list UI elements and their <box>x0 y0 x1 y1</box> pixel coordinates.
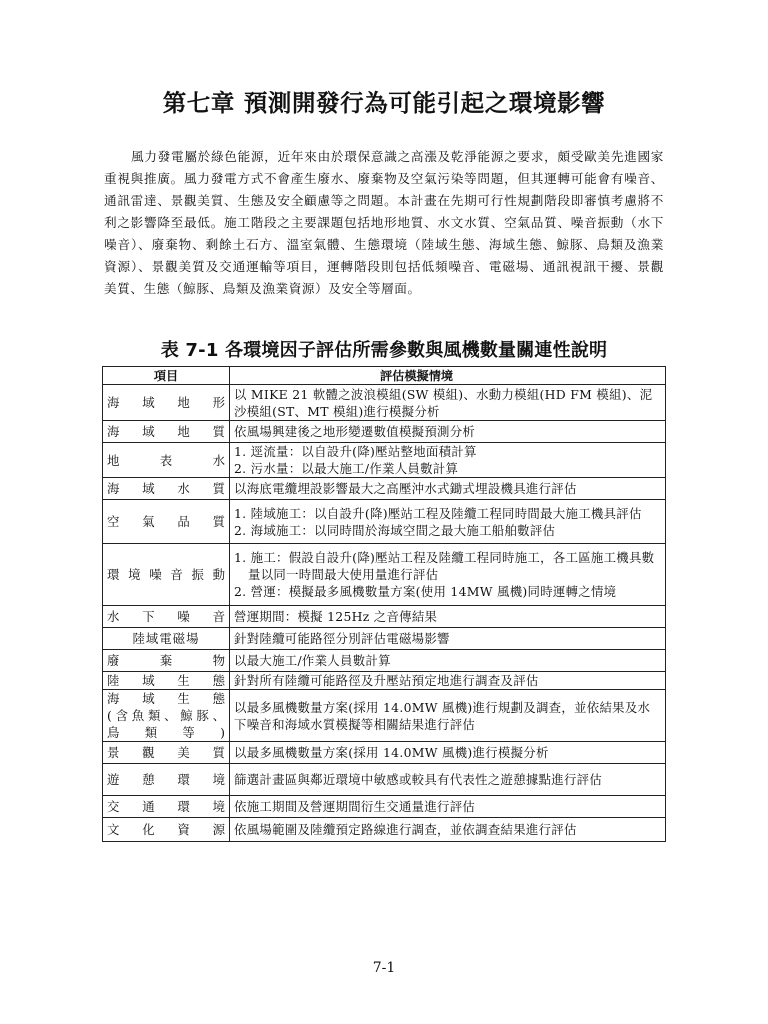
row-item: 景觀美質 <box>103 742 230 764</box>
row-item: 環境噪音振動 <box>103 544 230 606</box>
row-item: 文化資源 <box>103 818 230 842</box>
row-description-line: 1. 陸域施工：以自設升(降)壓站工程及陸纜工程同時間最大施工機具評估 <box>234 505 642 521</box>
row-item: 廢棄物 <box>103 650 230 672</box>
row-description-line: 2. 海域施工：以同時間於海域空間之最大施工船舶數評估 <box>234 522 556 538</box>
row-description-line: 2. 污水量：以最大施工/作業人員數計算 <box>234 461 459 476</box>
row-item: 陸域生態 <box>103 672 230 690</box>
row-item: 海域地質 <box>103 421 230 443</box>
table-row <box>103 443 666 478</box>
row-item: 空氣品質 <box>103 500 230 544</box>
header-scenario: 評估模擬情境 <box>230 367 666 385</box>
row-description <box>230 764 666 796</box>
row-item <box>103 690 230 742</box>
row-description <box>230 818 666 842</box>
row-description-line: 以最大施工/作業人員數計算 <box>234 653 391 668</box>
row-description-line: 以最多風機數量方案(採用 14.0MW 風機)進行模擬分析 <box>234 745 549 760</box>
header-item: 項目 <box>103 367 230 385</box>
row-item-line: (含魚類、鯨豚、 <box>107 708 225 723</box>
intro-paragraph: 風力發電屬於綠色能源，近年來由於環保意識之高漲及乾淨能源之要求，頗受歐美先進國家重視與推廣。風力發電方式不會產生廢水、廢棄物及空氣污染等問題，但其運轉可能會有噪音、通訊雷達、景觀美質、生態及安全顧慮等之問題。本計畫在先期可行性規劃階段即審慎考慮將不利之影響降至最低。施工階段之主要課題包括地形地質、水文水質、空氣品質、噪音振動（水下噪音）、廢棄物、剩餘土石方、溫室氣體、生態環境（陸域生態、海域生態、鯨豚、鳥類及漁業資源）、景觀美質及交通運輸等項目，運轉階段則包括低頻噪音、電磁場、通訊視訊干擾、景觀美質、生態（鯨豚、鳥類及漁業資源）及安全等層面。 <box>104 149 664 296</box>
page-number: 7-1 <box>372 960 396 976</box>
row-description <box>230 672 666 690</box>
row-description-line: 以最多風機數量方案(採用 14.0MW 風機)進行規劃及調查，並依結果及水下噪音和海域水質模擬等相關結果進行評估 <box>234 699 651 732</box>
row-description-line: 依風場興建後之地形變遷數值模擬預測分析 <box>234 424 476 439</box>
row-description-line: 針對陸纜可能路徑分別評估電磁場影響 <box>234 631 450 646</box>
row-description <box>230 385 666 421</box>
table-row <box>103 672 666 690</box>
row-description-line: 篩選計畫區與鄰近環境中敏感或較具有代表性之遊憩據點進行評估 <box>234 772 603 787</box>
row-description-line: 依風場範圍及陸纜預定路線進行調查，並依調查結果進行評估 <box>234 822 577 837</box>
row-description <box>230 742 666 764</box>
table-row <box>103 421 666 443</box>
table-header-row <box>103 367 666 385</box>
row-item-line: 鳥類等) <box>107 725 225 740</box>
table-row <box>103 650 666 672</box>
table-row <box>103 544 666 606</box>
table-row <box>103 628 666 650</box>
row-description <box>230 500 666 544</box>
row-description <box>230 796 666 818</box>
row-description-line: 以 MIKE 21 軟體之波浪模組(SW 模組)、水動力模組(HD FM 模組)、泥沙模組(ST、MT 模組)進行模擬分析 <box>234 386 653 419</box>
row-description-line: 1. 施工：假設自設升(降)壓站工程及陸纜工程同時施工，各工區施工機具數量以同一時間最大使用量進行評估 <box>234 550 655 582</box>
row-item: 陸域電磁場 <box>103 628 230 650</box>
table-row <box>103 764 666 796</box>
row-description-line: 1. 逕流量：以自設升(降)壓站整地面積計算 <box>234 444 477 459</box>
row-description-line: 針對所有陸纜可能路徑及升壓站預定地進行調查及評估 <box>234 673 539 688</box>
row-item: 海域水質 <box>103 478 230 500</box>
row-item: 交通環境 <box>103 796 230 818</box>
row-item: 水下噪音 <box>103 606 230 628</box>
table-row <box>103 478 666 500</box>
row-description-line: 依施工期間及營運期間衍生交通量進行評估 <box>234 799 476 814</box>
table-row <box>103 796 666 818</box>
row-description <box>230 544 666 606</box>
row-description <box>230 421 666 443</box>
table-row <box>103 742 666 764</box>
row-description <box>230 606 666 628</box>
table-caption: 表 7-1 各環境因子評估所需參數與風機數量關連性說明 <box>160 340 608 361</box>
row-description <box>230 690 666 742</box>
table-row <box>103 818 666 842</box>
parameter-table <box>102 366 666 842</box>
table-body <box>103 385 666 842</box>
row-item-line: 海域生態 <box>107 691 225 706</box>
row-item: 地表水 <box>103 443 230 478</box>
chapter-title: 第七章 預測開發行為可能引起之環境影響 <box>162 89 606 117</box>
table-row <box>103 690 666 742</box>
row-description <box>230 650 666 672</box>
row-description <box>230 478 666 500</box>
row-item: 遊憩環境 <box>103 764 230 796</box>
row-description-line: 以海底電纜埋設影響最大之高壓沖水式鋤式埋設機具進行評估 <box>234 481 577 496</box>
row-item: 海域地形 <box>103 385 230 421</box>
row-description-line: 營運期間：模擬 125Hz 之音傳結果 <box>234 609 438 624</box>
row-description <box>230 628 666 650</box>
row-description <box>230 443 666 478</box>
row-description-line: 2. 營運：模擬最多風機數量方案(使用 14MW 風機)同時運轉之情境 <box>234 584 617 599</box>
table-row <box>103 500 666 544</box>
table-row <box>103 606 666 628</box>
table-row <box>103 385 666 421</box>
